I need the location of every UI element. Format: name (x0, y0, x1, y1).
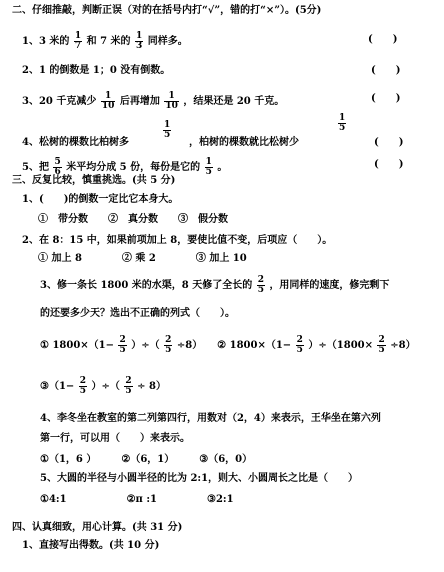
answer-blank[interactable]: ( ) (374, 137, 404, 148)
options-3-5: ①4:1 ②π :1 ③2:1 (40, 494, 234, 505)
section3-title: 三、反复比较，慎重挑选。(共 5 分) (12, 175, 176, 186)
question-2-5: 5、把 $\frac{5}{6}$ 米平均分成 5 份，每份是它的 $\frac{1}{5}$ 。 (22, 157, 228, 177)
fraction: $\frac{1}{7}$ (74, 31, 82, 51)
fraction: $\frac{2}{5}$ (257, 275, 264, 295)
question-3-5: 5、大圆的半径与小圆半径的比为 2:1，则大、小圆周长之比是（ ） (40, 473, 359, 484)
options-3-3-row1: ① 1800×（1− $\frac{2}{5}$ ）÷（ $\frac{2}{5}$ ÷8） ② 1800×（1− $\frac{2}{5}$ ）÷（1800× $\frac{2}{5}$ ÷8） (40, 335, 416, 355)
question-2-3: 3、20 千克减少 $\frac{1}{10}$ 后再增加 $\frac{1}{10}$ ，结果还是 20 千克。 (22, 91, 285, 111)
answer-blank[interactable]: ( ) (368, 34, 398, 45)
question-3-4-line2: 第一行，可以用（ ）来表示。 (40, 433, 190, 444)
question-3-2: 2、在 8：15 中，如果前项加上 8，要使比值不变，后项应（ ）。 (22, 235, 333, 246)
options-3-2: ① 加上 8 ② 乘 2 ③ 加上 10 (38, 253, 247, 264)
question-2-1: 1、3 米的 $\frac{1}{7}$ 和 7 米的 $\frac{1}{3}$ 同样多。 (22, 31, 188, 51)
fraction: $\frac{2}{5}$ (125, 376, 132, 396)
question-3-1: 1、( )的倒数一定比它本身大。 (22, 194, 179, 205)
fraction: $\frac{1}{3}$ (136, 31, 143, 51)
question-3-3: 3、修一条长 1800 米的水渠，8 天修了全长的 $\frac{2}{5}$ ，用同样的速度，修完剩下 (40, 275, 390, 295)
fraction: $\frac{2}{5}$ (296, 335, 303, 355)
fraction: $\frac{1}{5}$ (339, 113, 346, 133)
options-3-1: ① 带分数 ② 真分数 ③ 假分数 (38, 214, 228, 225)
fraction: $\frac{1}{5}$ (205, 157, 212, 177)
fraction: $\frac{1}{5}$ (164, 120, 171, 140)
fraction: $\frac{2}{5}$ (79, 376, 87, 396)
question-2-4: 4、松树的棵数比柏树多 ，柏树的棵数就比松树少 (22, 137, 299, 148)
fraction: $\frac{1}{10}$ (165, 91, 178, 111)
fraction: $\frac{2}{5}$ (378, 335, 385, 355)
question-3-4: 4、李冬坐在教室的第二列第四行，用数对（2，4）来表示，王华坐在第六列 (40, 413, 381, 424)
question-4-1: 1、直接写出得数。(共 10 分) (22, 540, 160, 551)
fraction: $\frac{1}{10}$ (101, 91, 115, 111)
fraction: $\frac{5}{6}$ (54, 157, 61, 177)
options-3-4: ①（1，6 ） ②（6，1） ③（6，0） (40, 454, 253, 465)
question-2-2: 2、1 的倒数是 1；0 没有倒数。 (22, 65, 171, 76)
answer-blank[interactable]: ( ) (374, 159, 404, 170)
answer-blank[interactable]: ( ) (371, 93, 401, 104)
options-3-3-row2: ③（1− $\frac{2}{5}$ ）÷（ $\frac{2}{5}$ ÷ 8） (40, 376, 166, 396)
fraction: $\frac{2}{5}$ (165, 335, 172, 355)
question-3-3-line2: 的还要多少天？选出不正确的列式（ ）。 (40, 308, 235, 319)
fraction: $\frac{2}{5}$ (119, 335, 126, 355)
section2-title: 二、仔细推敲，判断正误（对的在括号内打“√”，错的打“×”）。(5分) (12, 5, 322, 16)
answer-blank[interactable]: ( ) (371, 65, 401, 76)
section4-title: 四、认真细致，用心计算。(共 31 分) (12, 522, 183, 533)
